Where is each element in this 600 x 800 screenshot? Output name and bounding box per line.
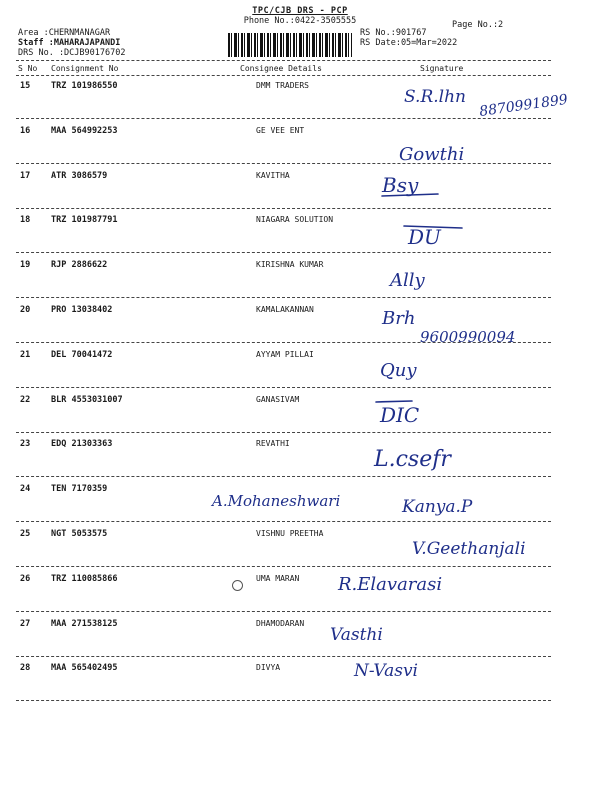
row-serial-number: 19 (20, 260, 31, 271)
signature-28 (352, 654, 442, 684)
consignment-row (0, 484, 600, 530)
row-consignment-number: RJP 2886622 (51, 260, 108, 271)
svg-text:8870991899: 8870991899 (478, 91, 569, 120)
row-consignment-number: ATR 3086579 (51, 170, 108, 181)
row-consignment-number: BLR 4553031007 (51, 394, 123, 405)
row-serial-number: 28 (20, 663, 31, 674)
svg-text:9600990094: 9600990094 (420, 328, 516, 346)
consignment-row (0, 171, 600, 217)
signature-24 (400, 486, 490, 522)
row-consignee-name: DHAMODARAN (256, 618, 305, 628)
row-consignment-number: DEL 70041472 (51, 349, 113, 360)
row-divider (16, 252, 551, 253)
row-divider (16, 566, 551, 567)
row-consignee-name: AYYAM PILLAI (256, 349, 314, 359)
row-serial-number: 16 (20, 125, 31, 136)
svg-text:DU: DU (408, 225, 441, 249)
row-consignee-name: UMA MARAN (256, 573, 300, 583)
header-left (18, 28, 125, 58)
row-consignee-name: DIVYA (256, 663, 281, 673)
signature-20 (380, 300, 540, 348)
row-divider (16, 432, 551, 433)
header-center (200, 6, 400, 26)
header-right (360, 28, 457, 48)
column-sno: S No (18, 64, 38, 73)
row-divider (16, 208, 551, 209)
row-consignee-name: NIAGARA SOLUTION (256, 215, 334, 225)
signature-19 (388, 262, 448, 294)
row-consignment-number: MAA 565402495 (51, 663, 118, 674)
signature-16 (395, 138, 475, 168)
header-divider (16, 60, 551, 61)
row-consignment-number: PRO 13038402 (51, 305, 113, 315)
row-consignment-number: EDQ 21303363 (51, 439, 113, 450)
svg-text:Bsy: Bsy (382, 173, 419, 197)
row-serial-number: 24 (20, 484, 31, 495)
row-consignment-number: TRZ 110085866 (51, 573, 118, 584)
column-consignee: Consignee Details (240, 64, 322, 73)
row-divider (16, 387, 551, 388)
row-consignee-name: GANASIVAM (256, 394, 300, 404)
row-serial-number: 23 (20, 439, 31, 450)
signature-15 (400, 78, 575, 120)
signature-25 (410, 530, 555, 564)
row-consignee-name: GE VEE ENT (256, 125, 305, 135)
svg-text:L.csefr: L.csefr (374, 447, 451, 472)
svg-text:R.Elavarasi: R.Elavarasi (338, 574, 443, 595)
rs-date: RS Date:05=Mar=2022 (360, 38, 458, 48)
staff-label: Staff :MAHARAJAPANDI (18, 38, 121, 48)
row-divider (16, 476, 551, 477)
signature-18 (400, 218, 470, 252)
signature-23 (372, 440, 522, 476)
row-consignment-number: TEN 7170359 (51, 484, 108, 495)
column-divider (16, 75, 551, 76)
row-divider (16, 297, 551, 298)
row-consignee-name: A.Mohaneshwari (212, 492, 341, 511)
row-consignee-name: KAMALAKANNAN (256, 305, 314, 314)
row-consignment-number: MAA 271538125 (51, 618, 118, 629)
consignment-row (0, 126, 600, 172)
svg-text:V.Geethanjali: V.Geethanjali (412, 539, 526, 559)
row-serial-number: 17 (20, 170, 31, 181)
row-consignment-number: TRZ 101986550 (51, 81, 118, 91)
signature-17 (378, 168, 458, 200)
signature-22 (372, 398, 432, 432)
row-divider (16, 611, 551, 612)
signature-26 (336, 566, 466, 600)
barcode (228, 33, 352, 57)
drs-number: DRS No. :DCJB90176702 (18, 48, 126, 58)
svg-text:Gowthi: Gowthi (399, 144, 465, 165)
row-serial-number: 15 (20, 81, 31, 91)
row-consignee-name: KIRISHNA KUMAR (256, 260, 324, 270)
row-consignee-name: DMM TRADERS (256, 81, 309, 90)
row-serial-number: 21 (20, 349, 31, 360)
consignment-row (0, 395, 600, 441)
row-serial-number: 27 (20, 618, 31, 629)
row-consignment-number: MAA 564992253 (51, 125, 118, 136)
signature-27 (328, 614, 398, 650)
svg-text:N-Vasvi: N-Vasvi (354, 661, 418, 681)
phone-number: Phone No.:0422-3505555 (243, 16, 357, 26)
column-consignment: Consignment No (51, 64, 119, 73)
row-consignment-number: TRZ 101987791 (51, 215, 118, 226)
column-signature: Signature (420, 64, 464, 73)
row-divider (16, 656, 551, 657)
row-consignee-name: REVATHI (256, 439, 290, 449)
row-serial-number: 25 (20, 529, 31, 539)
row-serial-number: 22 (20, 394, 31, 405)
row-serial-number: 18 (20, 215, 31, 226)
consignment-row (0, 350, 600, 396)
sheet-title: TPC/CJB DRS - PCP (252, 6, 348, 16)
consignment-row (0, 663, 600, 709)
consignment-row (0, 619, 600, 665)
consignment-row (0, 574, 600, 620)
svg-text:DIC: DIC (380, 403, 420, 427)
svg-text:Kanya.P: Kanya.P (402, 497, 473, 517)
row-consignment-number: NGT 5053575 (51, 529, 108, 539)
svg-text:Vasthi: Vasthi (330, 625, 383, 645)
stamp-circle (232, 580, 243, 591)
svg-text:S.R.lhn: S.R.lhn (404, 87, 466, 107)
rs-number: RS No.:901767 (360, 28, 427, 38)
consignment-row (0, 215, 600, 261)
page-number: Page No.:2 (452, 20, 504, 30)
signature-21 (378, 350, 458, 384)
row-serial-number: 20 (20, 305, 31, 315)
row-consignee-name: KAVITHA (256, 170, 290, 180)
area-label: Area :CHERNMANAGAR (18, 28, 111, 38)
svg-text:Ally: Ally (390, 270, 425, 291)
svg-text:Brh: Brh (382, 308, 416, 329)
row-serial-number: 26 (20, 573, 31, 584)
row-consignee-name: VISHNU PREETHA (256, 529, 324, 538)
row-divider (16, 700, 551, 701)
svg-text:Quy: Quy (380, 360, 417, 381)
